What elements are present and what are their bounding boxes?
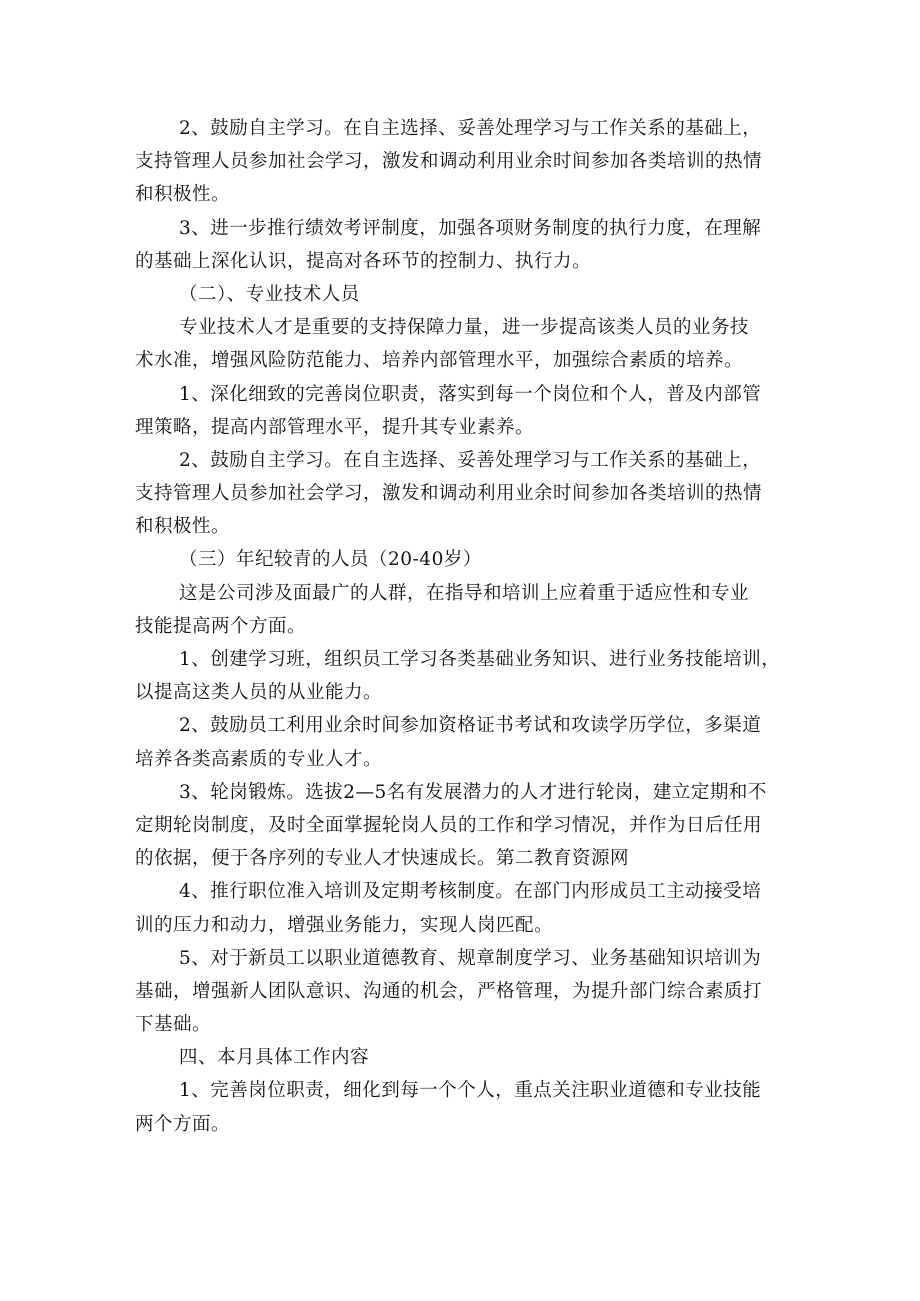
paragraph-line: 术水准，增强风险防范能力、培养内部管理水平，加强综合素质的培养。 bbox=[135, 350, 744, 372]
paragraph-line: 2、鼓励员工利用业余时间参加资格证书考试和攻读学历学位，多渠道 bbox=[179, 715, 762, 737]
section-heading: （三）年纪较青的人员（20-40岁） bbox=[179, 549, 482, 571]
paragraph-line: 5、对于新员工以职业道德教育、规章制度学习、业务基础知识培训为 bbox=[179, 947, 762, 969]
paragraph-line: 定期轮岗制度，及时全面掌握轮岗人员的工作和学习情况，并作为日后任用 bbox=[135, 814, 763, 836]
paragraph-line: 4、推行职位准入培训及定期考核制度。在部门内形成员工主动接受培 bbox=[179, 881, 762, 903]
paragraph-line: 3、进一步推行绩效考评制度，加强各项财务制度的执行力度，在理解 bbox=[179, 217, 762, 239]
paragraph-line: 以提高这类人员的从业能力。 bbox=[135, 682, 383, 704]
paragraph-line: 下基础。 bbox=[135, 1014, 212, 1036]
paragraph-line: 和积极性。 bbox=[135, 184, 231, 206]
section-heading: （二）、专业技术人员 bbox=[179, 283, 360, 305]
paragraph-line: 3、轮岗锻炼。选拔2—5名有发展潜力的人才进行轮岗，建立定期和不 bbox=[179, 781, 767, 803]
paragraph-line: 支持管理人员参加社会学习，激发和调动利用业余时间参加各类培训的热情 bbox=[135, 151, 763, 173]
paragraph-line: 1、深化细致的完善岗位职责，落实到每一个岗位和个人，普及内部管 bbox=[179, 383, 762, 405]
paragraph-line: 支持管理人员参加社会学习，激发和调动利用业余时间参加各类培训的热情 bbox=[135, 483, 763, 505]
paragraph-line: 和积极性。 bbox=[135, 516, 231, 538]
paragraph-line: 这是公司涉及面最广的人群，在指导和培训上应着重于适应性和专业 bbox=[179, 582, 750, 604]
paragraph-line: 两个方面。 bbox=[135, 1113, 231, 1135]
paragraph-line: 2、鼓励自主学习。在自主选择、妥善处理学习与工作关系的基础上， bbox=[179, 449, 762, 471]
paragraph-line: 专业技术人才是重要的支持保障力量，进一步提高该类人员的业务技 bbox=[179, 317, 750, 339]
paragraph-line: 的依据，便于各序列的专业人才快速成长。第二教育资源网 bbox=[135, 848, 630, 870]
paragraph-line: 培养各类高素质的专业人才。 bbox=[135, 748, 383, 770]
paragraph-line: 训的压力和动力，增强业务能力，实现人岗匹配。 bbox=[135, 914, 554, 936]
paragraph-line: 技能提高两个方面。 bbox=[135, 615, 307, 637]
paragraph-line: 理策略，提高内部管理水平，提升其专业素养。 bbox=[135, 416, 535, 438]
paragraph-line: 基础，增强新人团队意识、沟通的机会，严格管理，为提升部门综合素质打 bbox=[135, 980, 763, 1002]
document-body bbox=[135, 112, 790, 1141]
paragraph-line: 1、完善岗位职责，细化到每一个个人，重点关注职业道德和专业技能 bbox=[179, 1080, 762, 1102]
paragraph-line: 2、鼓励自主学习。在自主选择、妥善处理学习与工作关系的基础上， bbox=[179, 118, 762, 139]
section-heading: 四、本月具体工作内容 bbox=[179, 1047, 370, 1069]
paragraph-line: 的基础上深化认识，提高对各环节的控制力、执行力。 bbox=[135, 250, 592, 272]
paragraph-line: 1、创建学习班，组织员工学习各类基础业务知识、进行业务技能培训， bbox=[179, 649, 781, 670]
